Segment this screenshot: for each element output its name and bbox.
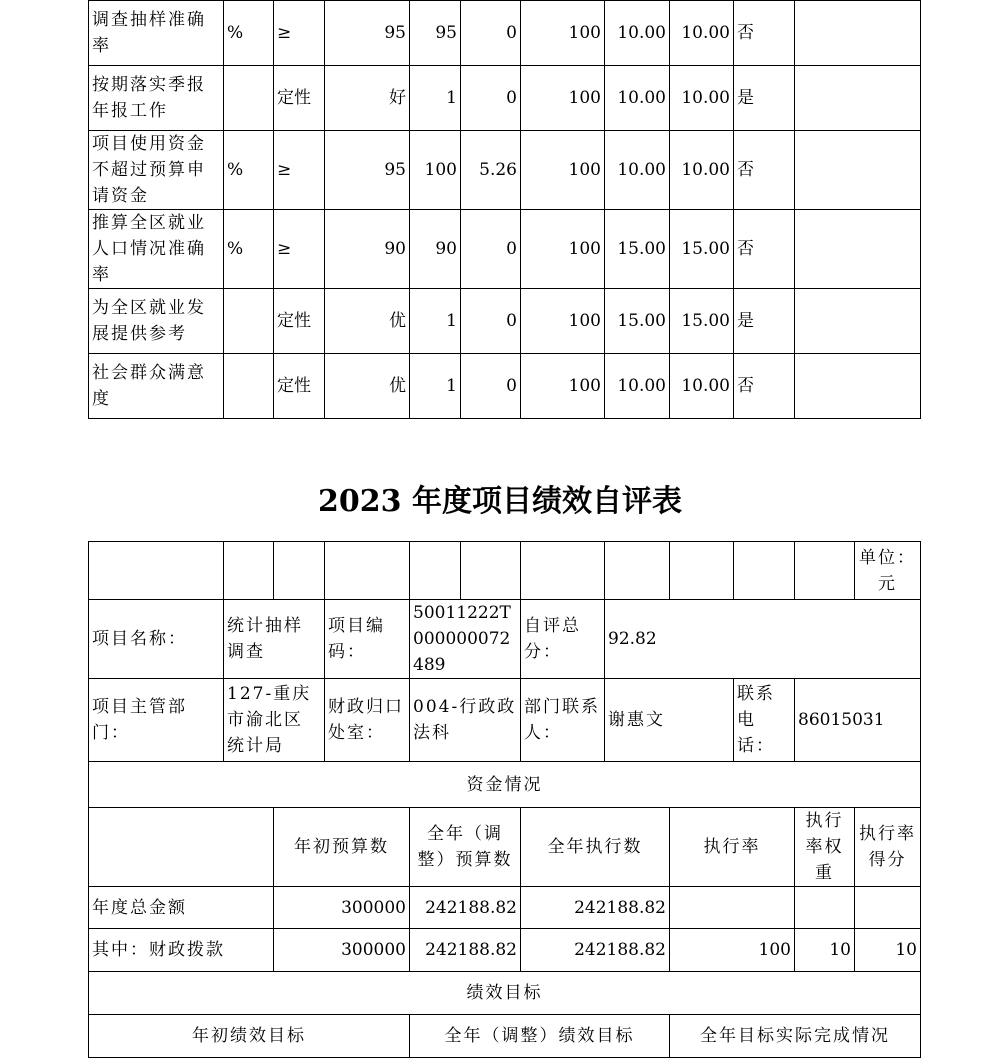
indicator-cell xyxy=(224,289,274,354)
indicator-cell xyxy=(795,66,921,131)
indicator-row xyxy=(89,210,921,289)
indicator-cell: 优 xyxy=(325,354,410,419)
funds-cell: 242188.82 xyxy=(410,887,521,929)
indicator-cell: 0 xyxy=(461,210,521,289)
funds-cell: 100 xyxy=(670,929,795,972)
indicator-cell: 10.00 xyxy=(605,354,670,419)
indicator-cell: 100 xyxy=(521,66,605,131)
unit-label: 单位：元 xyxy=(855,542,921,600)
funds-header: 执行率权重 xyxy=(795,808,855,887)
indicator-cell xyxy=(224,66,274,131)
funds-section-title: 资金情况 xyxy=(89,762,921,808)
indicator-row xyxy=(89,354,921,419)
office-label: 财政归口处室： xyxy=(325,679,410,762)
indicator-cell: 0 xyxy=(461,354,521,419)
contact-label: 部门联系人： xyxy=(521,679,605,762)
indicator-cell: 好 xyxy=(325,66,410,131)
project-name-label: 项目名称： xyxy=(89,600,224,679)
funds-cell: 10 xyxy=(795,929,855,972)
indicator-name: 为全区就业发展提供参考 xyxy=(89,289,224,354)
indicator-cell: 否 xyxy=(734,210,795,289)
indicator-cell: 90 xyxy=(410,210,461,289)
indicator-cell: 100 xyxy=(521,289,605,354)
indicator-cell: 15.00 xyxy=(670,210,734,289)
indicator-cell: 95 xyxy=(325,131,410,210)
indicator-cell: 0 xyxy=(461,66,521,131)
indicator-row xyxy=(89,66,921,131)
funds-header: 全年（调整）预算数 xyxy=(410,808,521,887)
funds-cell: 242188.82 xyxy=(521,929,670,972)
indicator-cell: 10.00 xyxy=(670,131,734,210)
project-code-value: 50011222T000000072489 xyxy=(410,600,521,679)
indicator-cell: 1 xyxy=(410,354,461,419)
indicator-cell xyxy=(795,131,921,210)
funds-cell xyxy=(670,887,795,929)
indicator-cell: 否 xyxy=(734,354,795,419)
indicator-cell xyxy=(795,1,921,66)
funds-cell: 300000 xyxy=(274,887,410,929)
department-row xyxy=(89,679,921,762)
indicator-table xyxy=(88,0,921,419)
funds-row-label: 其中：财政拨款 xyxy=(89,929,274,972)
indicator-name: 社会群众满意度 xyxy=(89,354,224,419)
indicator-cell: ≥ xyxy=(274,210,325,289)
indicator-cell: 定性 xyxy=(274,354,325,419)
indicator-cell: 否 xyxy=(734,131,795,210)
indicator-name: 按期落实季报年报工作 xyxy=(89,66,224,131)
self-evaluation-table xyxy=(88,541,921,1058)
funds-cell: 300000 xyxy=(274,929,410,972)
project-code-label: 项目编码： xyxy=(325,600,410,679)
indicator-row xyxy=(89,131,921,210)
project-info-row xyxy=(89,600,921,679)
indicator-cell: 10.00 xyxy=(605,131,670,210)
unit-row xyxy=(89,542,921,600)
funds-header-row xyxy=(89,808,921,887)
indicator-cell: 95 xyxy=(325,1,410,66)
indicator-name: 项目使用资金不超过预算申请资金 xyxy=(89,131,224,210)
indicator-cell: 15.00 xyxy=(605,210,670,289)
indicator-cell: 定性 xyxy=(274,66,325,131)
indicator-cell: 10.00 xyxy=(605,1,670,66)
indicator-cell: 1 xyxy=(410,289,461,354)
score-value: 92.82 xyxy=(605,600,921,679)
indicator-cell xyxy=(795,289,921,354)
indicator-row xyxy=(89,289,921,354)
indicator-cell: % xyxy=(224,1,274,66)
indicator-cell: % xyxy=(224,210,274,289)
indicator-cell: 1 xyxy=(410,66,461,131)
funds-row xyxy=(89,887,921,929)
funds-row xyxy=(89,929,921,972)
indicator-cell xyxy=(795,354,921,419)
indicator-cell: 10.00 xyxy=(670,354,734,419)
page-title: 2023 年度项目绩效自评表 xyxy=(318,484,682,519)
funds-header: 执行率得分 xyxy=(855,808,921,887)
phone-value: 86015031 xyxy=(795,679,921,762)
goals-header: 全年（调整）绩效目标 xyxy=(410,1015,670,1058)
goals-header: 全年目标实际完成情况 xyxy=(670,1015,921,1058)
funds-cell xyxy=(855,887,921,929)
score-label: 自评总分： xyxy=(521,600,605,679)
department-value: 127-重庆市渝北区统计局 xyxy=(224,679,325,762)
goals-section-row xyxy=(89,972,921,1015)
funds-header: 执行率 xyxy=(670,808,795,887)
indicator-cell: 是 xyxy=(734,289,795,354)
office-value: 004-行政政法科 xyxy=(410,679,521,762)
funds-header: 年初预算数 xyxy=(274,808,410,887)
indicator-cell: 10.00 xyxy=(670,66,734,131)
funds-row-label: 年度总金额 xyxy=(89,887,274,929)
indicator-cell: 0 xyxy=(461,1,521,66)
department-label: 项目主管部门： xyxy=(89,679,224,762)
indicator-cell: 10.00 xyxy=(605,66,670,131)
indicator-cell: 定性 xyxy=(274,289,325,354)
indicator-cell: 100 xyxy=(521,1,605,66)
indicator-cell: ≥ xyxy=(274,1,325,66)
goals-header: 年初绩效目标 xyxy=(89,1015,410,1058)
funds-section-row xyxy=(89,762,921,808)
indicator-cell: 5.26 xyxy=(461,131,521,210)
indicator-cell: 100 xyxy=(521,131,605,210)
indicator-name: 推算全区就业人口情况准确率 xyxy=(89,210,224,289)
project-name-value: 统计抽样调查 xyxy=(224,600,325,679)
funds-cell: 10 xyxy=(855,929,921,972)
funds-cell: 242188.82 xyxy=(410,929,521,972)
indicator-cell: 是 xyxy=(734,66,795,131)
indicator-name: 调查抽样准确率 xyxy=(89,1,224,66)
indicator-cell: % xyxy=(224,131,274,210)
indicator-row xyxy=(89,1,921,66)
funds-header: 全年执行数 xyxy=(521,808,670,887)
funds-cell: 242188.82 xyxy=(521,887,670,929)
phone-label: 联系电话： xyxy=(734,679,795,762)
funds-cell xyxy=(795,887,855,929)
indicator-cell: 否 xyxy=(734,1,795,66)
indicator-cell: 15.00 xyxy=(605,289,670,354)
indicator-cell: 10.00 xyxy=(670,1,734,66)
indicator-cell: 90 xyxy=(325,210,410,289)
indicator-cell: 15.00 xyxy=(670,289,734,354)
indicator-cell: 100 xyxy=(521,210,605,289)
goals-header-row xyxy=(89,1015,921,1058)
indicator-cell xyxy=(795,210,921,289)
indicator-cell: 100 xyxy=(521,354,605,419)
indicator-cell: 100 xyxy=(410,131,461,210)
contact-value: 谢惠文 xyxy=(605,679,734,762)
indicator-cell: ≥ xyxy=(274,131,325,210)
indicator-cell xyxy=(224,354,274,419)
indicator-cell: 95 xyxy=(410,1,461,66)
goals-section-title: 绩效目标 xyxy=(89,972,921,1015)
indicator-cell: 优 xyxy=(325,289,410,354)
indicator-cell: 0 xyxy=(461,289,521,354)
